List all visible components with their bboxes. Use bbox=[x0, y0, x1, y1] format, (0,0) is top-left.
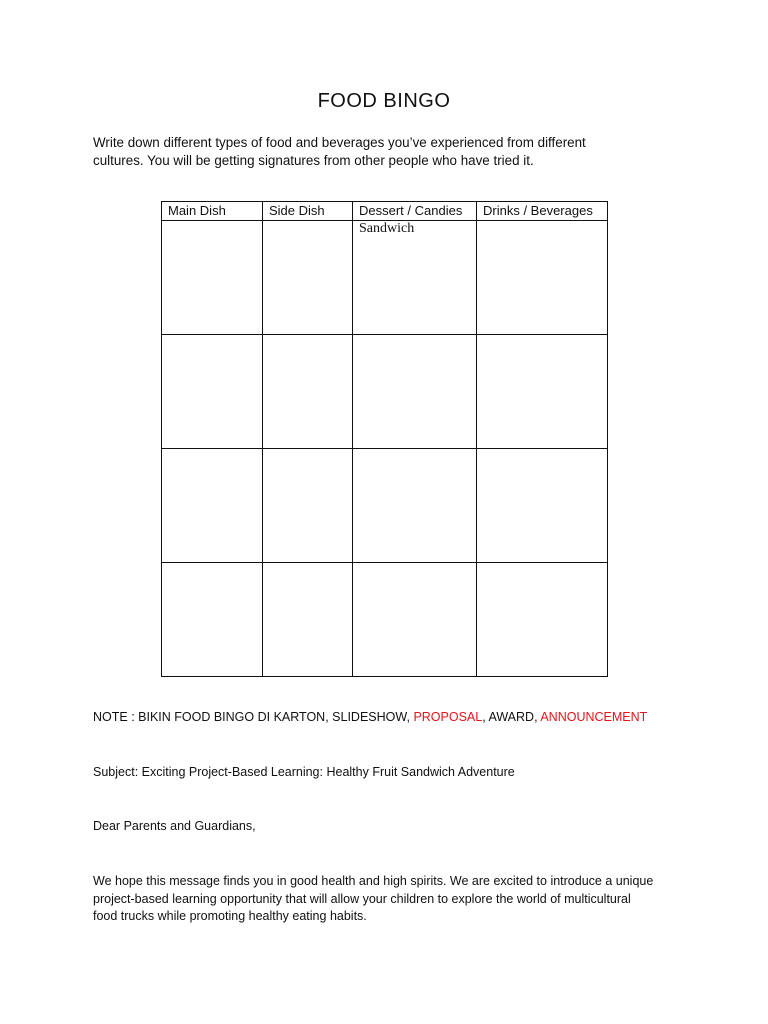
note-prefix: NOTE : BIKIN FOOD BINGO DI KARTON, SLIDESHOW, bbox=[93, 710, 414, 724]
intro-paragraph bbox=[93, 134, 683, 170]
bingo-cell[interactable] bbox=[162, 449, 263, 563]
note-middle: , AWARD, bbox=[482, 710, 541, 724]
body-paragraph bbox=[93, 873, 693, 926]
table-row bbox=[162, 449, 608, 563]
bingo-cell[interactable] bbox=[477, 221, 608, 335]
header-side-dish: Side Dish bbox=[263, 202, 353, 221]
bingo-cell[interactable] bbox=[162, 335, 263, 449]
body-line: project-based learning opportunity that will allow your children to explore the world of multicultural bbox=[93, 891, 631, 906]
intro-line: cultures. You will be getting signatures from other people who have tried it. bbox=[93, 153, 534, 168]
note-line bbox=[93, 709, 693, 725]
note-proposal: PROPOSAL bbox=[413, 710, 483, 724]
header-drinks-beverages: Drinks / Beverages bbox=[477, 202, 608, 221]
note-announcement: ANNOUNCEMENT bbox=[540, 710, 648, 724]
body-line: We hope this message finds you in good health and high spirits. We are excited to introduce a unique bbox=[93, 874, 654, 888]
header-main-dish: Main Dish bbox=[162, 202, 263, 221]
bingo-table bbox=[161, 201, 608, 677]
bingo-cell[interactable] bbox=[263, 335, 353, 449]
page-title: FOOD BINGO bbox=[317, 90, 451, 112]
bingo-cell[interactable] bbox=[162, 221, 263, 335]
table-row bbox=[162, 221, 608, 335]
cell-entry: Sandwich bbox=[359, 221, 415, 236]
bingo-cell[interactable] bbox=[263, 563, 353, 677]
table-row bbox=[162, 335, 608, 449]
subject-line: Subject: Exciting Project-Based Learning: Healthy Fruit Sandwich Adventure bbox=[93, 765, 515, 779]
bingo-cell[interactable] bbox=[477, 563, 608, 677]
bingo-cell[interactable] bbox=[353, 563, 477, 677]
bingo-cell[interactable] bbox=[353, 221, 477, 335]
bingo-cell[interactable] bbox=[353, 449, 477, 563]
table-header-row bbox=[162, 202, 608, 221]
bingo-cell[interactable] bbox=[162, 563, 263, 677]
bingo-cell[interactable] bbox=[477, 449, 608, 563]
greeting-line: Dear Parents and Guardians, bbox=[93, 819, 256, 833]
intro-line: Write down different types of food and beverages you’ve experienced from different bbox=[93, 135, 586, 150]
bingo-cell[interactable] bbox=[263, 449, 353, 563]
bingo-cell[interactable] bbox=[263, 221, 353, 335]
bingo-cell[interactable] bbox=[477, 335, 608, 449]
bingo-cell[interactable] bbox=[353, 335, 477, 449]
table-row bbox=[162, 563, 608, 677]
body-line: food trucks while promoting healthy eating habits. bbox=[93, 909, 367, 923]
header-dessert-candies: Dessert / Candies bbox=[353, 202, 477, 221]
